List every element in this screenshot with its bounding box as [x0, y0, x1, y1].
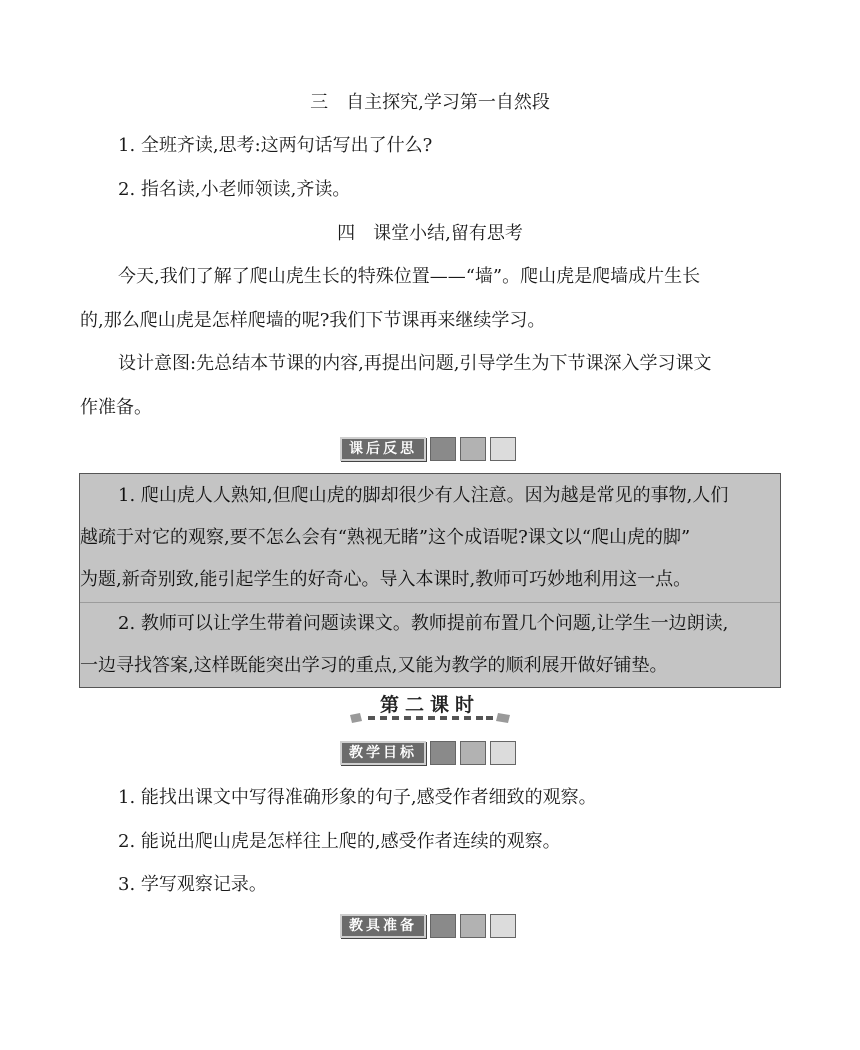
section-3-item-2: 2. 指名读,小老师领读,齐读。 — [118, 179, 351, 200]
tag-square-icon — [430, 437, 456, 461]
objective-item-3: 3. 学写观察记录。 — [118, 874, 267, 895]
tag-square-icon — [460, 914, 486, 938]
tag-square-icon — [490, 741, 516, 765]
reflection-divider — [80, 602, 780, 603]
reflection-box — [79, 473, 781, 688]
reflection-p2-line-2: 一边寻找答案,这样既能突出学习的重点,又能为教学的顺利展开做好铺垫。 — [80, 655, 668, 676]
reflection-tag-label: 课后反思 — [340, 437, 426, 461]
tag-square-icon — [430, 741, 456, 765]
reflection-p2-line-1: 2. 教师可以让学生带着问题读课文。教师提前布置几个问题,让学生一边朗读, — [118, 613, 729, 634]
tag-square-icon — [460, 741, 486, 765]
summary-line-1: 今天,我们了解了爬山虎生长的特殊位置——“墙”。爬山虎是爬墙成片生长 — [118, 266, 701, 287]
summary-line-2: 的,那么爬山虎是怎样爬墙的呢?我们下节课再来继续学习。 — [80, 310, 546, 331]
design-intent-line-1: 设计意图:先总结本节课的内容,再提出问题,引导学生为下节课深入学习课文 — [118, 353, 712, 374]
tag-square-icon — [460, 437, 486, 461]
reflection-p1-line-3: 为题,新奇别致,能引起学生的好奇心。导入本课时,教师可巧妙地利用这一点。 — [80, 569, 692, 590]
reflection-p1-line-2: 越疏于对它的观察,要不怎么会有“熟视无睹”这个成语呢?课文以“爬山虎的脚” — [80, 527, 691, 548]
objectives-tag-label: 教学目标 — [340, 741, 426, 765]
objective-item-2: 2. 能说出爬山虎是怎样往上爬的,感受作者连续的观察。 — [118, 831, 561, 852]
tag-square-icon — [490, 914, 516, 938]
objective-item-1: 1. 能找出课文中写得准确形象的句子,感受作者细致的观察。 — [118, 787, 597, 808]
materials-tag — [340, 914, 516, 938]
lesson-title-banner-icon — [350, 713, 510, 723]
design-intent-line-2: 作准备。 — [80, 397, 152, 418]
tag-square-icon — [430, 914, 456, 938]
section-3-heading: 三 自主探究,学习第一自然段 — [310, 92, 550, 113]
objectives-tag — [340, 741, 516, 765]
reflection-tag — [340, 437, 516, 461]
section-3-item-1: 1. 全班齐读,思考:这两句话写出了什么? — [118, 135, 433, 156]
tag-square-icon — [490, 437, 516, 461]
reflection-p1-line-1: 1. 爬山虎人人熟知,但爬山虎的脚却很少有人注意。因为越是常见的事物,人们 — [118, 485, 729, 506]
section-4-heading: 四 课堂小结,留有思考 — [337, 223, 523, 244]
lesson-2-title: 第二课时 — [379, 694, 480, 716]
materials-tag-label: 教具准备 — [340, 914, 426, 938]
